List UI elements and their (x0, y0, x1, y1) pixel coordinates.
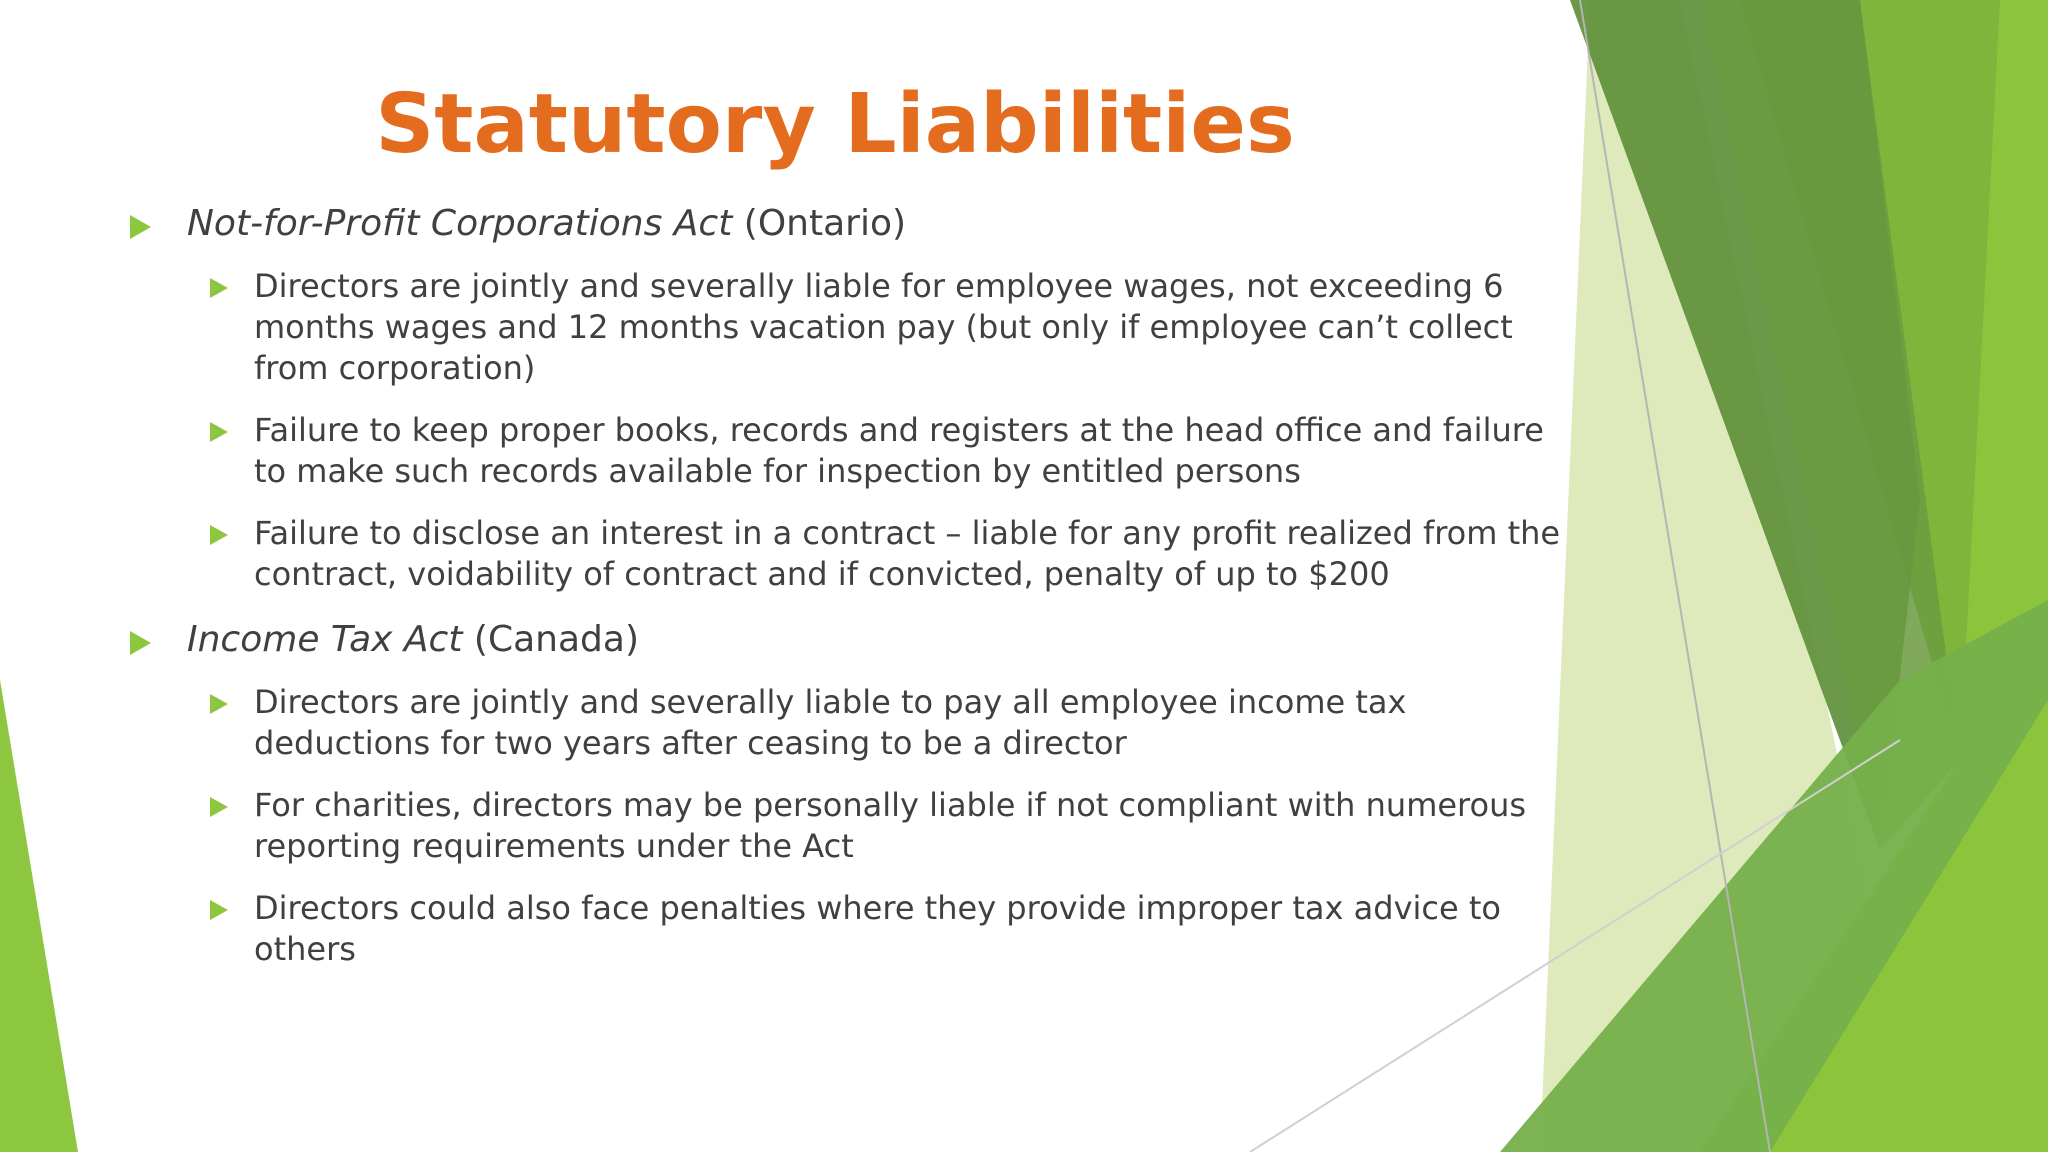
list-item (210, 513, 1570, 595)
list-item (210, 266, 1570, 389)
list-item (210, 410, 1570, 492)
triangle-bullet-icon (210, 422, 228, 442)
triangle-bullet-icon (210, 278, 228, 298)
slide-content (130, 200, 1570, 991)
triangle-bullet-icon (130, 631, 151, 655)
list-item-text: For charities, directors may be personally liable if not compliant with numerous reporting requirements under the Act (254, 786, 1527, 865)
list-item-text: Directors could also face penalties where they provide improper tax advice to others (254, 889, 1501, 968)
list-item (210, 785, 1570, 867)
triangle-bullet-icon (210, 525, 228, 545)
left-green-sliver (0, 680, 78, 1152)
triangle-bullet-icon (210, 797, 228, 817)
list-item-text: Directors are jointly and severally liable to pay all employee income tax deductions for two years after ceasing to be a director (254, 683, 1407, 762)
slide-title: Statutory Liabilities (375, 77, 1295, 172)
section-heading-italic: Income Tax Act (187, 619, 463, 660)
list-item-text: Failure to keep proper books, records and registers at the head office and failure to make such records available for inspection by entitled persons (254, 411, 1544, 490)
list-item-text: Failure to disclose an interest in a contract – liable for any profit realized from the contract, voidability of contract and if convicted, penalty of up to $200 (254, 514, 1561, 593)
list-item (210, 888, 1570, 970)
list-item (210, 682, 1570, 764)
triangle-bullet-icon (130, 215, 151, 239)
section-heading-nfp-act (130, 200, 1570, 248)
section-heading-jurisdiction: (Ontario) (732, 203, 907, 244)
section-heading-income-tax-act (130, 616, 1570, 664)
triangle-bullet-icon (210, 694, 228, 714)
section-heading-italic: Not-for-Profit Corporations Act (187, 203, 733, 244)
list-item-text: Directors are jointly and severally liable for employee wages, not exceeding 6 months wages and 12 months vacation pay (but only if employee can’t collect from corporation) (254, 267, 1513, 387)
triangle-bullet-icon (210, 900, 228, 920)
section-heading-jurisdiction: (Canada) (462, 619, 639, 660)
